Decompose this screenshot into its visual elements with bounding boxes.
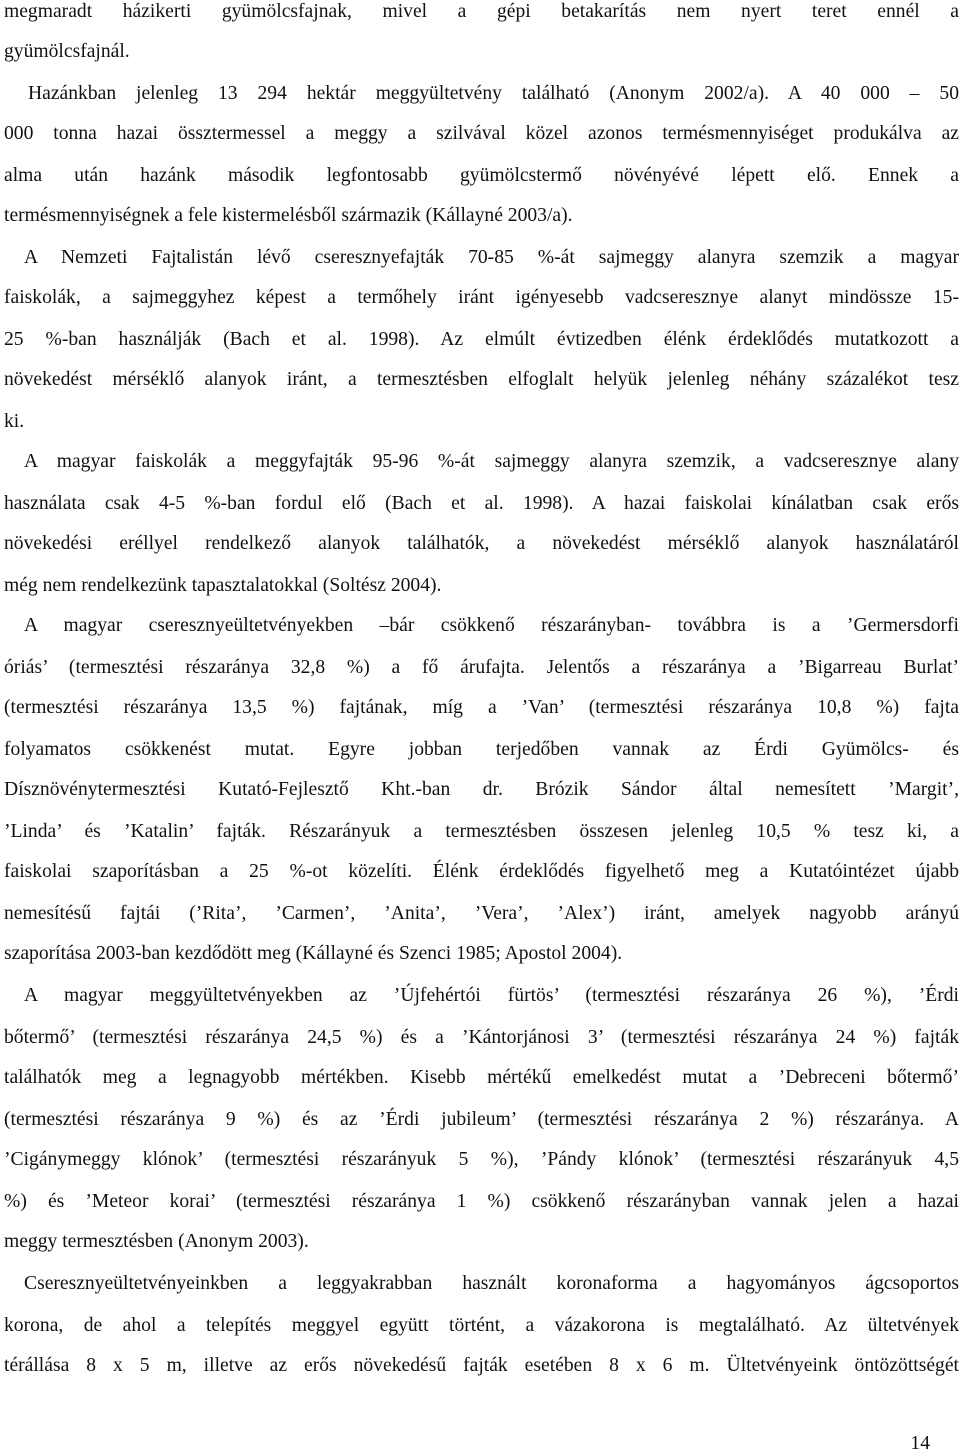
text-line: faiskolák, a sajmeggyhez képest a termőhely iránt igényesebb vadcseresznye alanyt mindössze 15- xyxy=(4,287,959,308)
text-line: ’Cigánymeggy klónok’ (termesztési részarányuk 5 %), ’Pándy klónok’ (termesztési részarányuk 4,5 xyxy=(4,1149,959,1170)
text-line: (termesztési részaránya 9 %) és az ’Érdi jubileum’ (termesztési részaránya 2 %) részaránya. A xyxy=(4,1109,959,1130)
text-line: bőtermő’ (termesztési részaránya 24,5 %) és a ’Kántorjánosi 3’ (termesztési részaránya 24 %) fajták xyxy=(4,1027,959,1048)
text-line: növekedési eréllyel rendelkező alanyok találhatók, a növekedést mérséklő alanyok használatáról xyxy=(4,533,959,554)
text-line: nemesítésű fajtái (’Rita’, ’Carmen’, ’Anita’, ’Vera’, ’Alex’) iránt, amelyek nagyobb arányú xyxy=(4,903,959,924)
text-line: A magyar cseresznyeültetvényekben –bár csökkenő részarányban- továbbra is a ’Germersdorfi xyxy=(24,615,959,636)
text-line: A magyar faiskolák a meggyfajták 95-96 %-át sajmeggy alanyra szemzik, a vadcseresznye alany xyxy=(24,451,959,472)
text-line: szaporítása 2003-ban kezdődött meg (Kállayné és Szenci 1985; Apostol 2004). xyxy=(4,943,623,964)
text-line: térállása 8 x 5 m, illetve az erős növekedésű fajták esetében 8 x 6 m. Ültetvényeink öntözöttségét xyxy=(4,1355,959,1376)
text-line: %) és ’Meteor korai’ (termesztési részaránya 1 %) csökkenő részarányban vannak jelen a hazai xyxy=(4,1191,959,1212)
text-line: A magyar meggyültetvényekben az ’Újfehértói fürtös’ (termesztési részaránya 26 %), ’Érdi xyxy=(24,985,959,1006)
text-line: 25 %-ban használják (Bach et al. 1998). Az elmúlt évtizedben élénk érdeklődés mutatkozott a xyxy=(4,329,959,350)
text-line: termésmennyiségnek a fele kistermelésből származik (Kállayné 2003/a). xyxy=(4,205,573,226)
text-line: meggy termesztésben (Anonym 2003). xyxy=(4,1231,309,1252)
text-line: növekedést mérséklő alanyok iránt, a termesztésben elfoglalt helyük jelenleg néhány százalékot tesz xyxy=(4,369,959,390)
text-line: óriás’ (termesztési részaránya 32,8 %) a fő árufajta. Jelentős a részaránya a ’Bigarreau Burlat’ xyxy=(4,657,959,678)
page-number: 14 xyxy=(910,1433,930,1454)
text-line: gyümölcsfajnál. xyxy=(4,41,130,62)
text-line: használata csak 4-5 %-ban fordul elő (Bach et al. 1998). A hazai faiskolai kínálatban csak erős xyxy=(4,493,959,514)
text-line: Hazánkban jelenleg 13 294 hektár meggyültetvény található (Anonym 2002/a). A 40 000 – 50 xyxy=(28,83,959,104)
text-line: találhatók meg a legnagyobb mértékben. Kisebb mértékű emelkedést mutat a ’Debreceni bőtermő’ xyxy=(4,1067,959,1088)
text-line: Dísznövénytermesztési Kutató-Fejlesztő Kht.-ban dr. Brózik Sándor által nemesített ’Margit’, xyxy=(4,779,959,800)
text-line: folyamatos csökkenést mutat. Egyre jobban terjedőben vannak az Érdi Gyümölcs- és xyxy=(4,739,959,760)
text-line: korona, de ahol a telepítés meggyel együtt történt, a vázakorona is megtalálható. Az ültetvények xyxy=(4,1315,959,1336)
text-line: A Nemzeti Fajtalistán lévő cseresznyefajták 70-85 %-át sajmeggy alanyra szemzik a magyar xyxy=(24,247,959,268)
text-line: faiskolai szaporításban a 25 %-ot közelíti. Élénk érdeklődés figyelhető meg a Kutatóintézet újabb xyxy=(4,861,959,882)
text-line: (termesztési részaránya 13,5 %) fajtának, míg a ’Van’ (termesztési részaránya 10,8 %) fajta xyxy=(4,697,959,718)
text-line: megmaradt házikerti gyümölcsfajnak, mivel a gépi betakarítás nem nyert teret ennél a xyxy=(4,1,959,22)
text-line: ’Linda’ és ’Katalin’ fajták. Részarányuk a termesztésben összesen jelenleg 10,5 % tesz ki, a xyxy=(4,821,959,842)
text-line: ki. xyxy=(4,411,25,432)
text-line: alma után hazánk második legfontosabb gyümölcstermő növényévé lépett elő. Ennek a xyxy=(4,165,959,186)
text-line: Cseresznyeültetvényeinkben a leggyakrabban használt koronaforma a hagyományos ágcsoportos xyxy=(24,1273,959,1294)
text-line: 000 tonna hazai össztermessel a meggy a szilvával közel azonos termésmennyiséget produkálva az xyxy=(4,123,959,144)
text-line: még nem rendelkezünk tapasztalatokkal (Soltész 2004). xyxy=(4,575,442,596)
